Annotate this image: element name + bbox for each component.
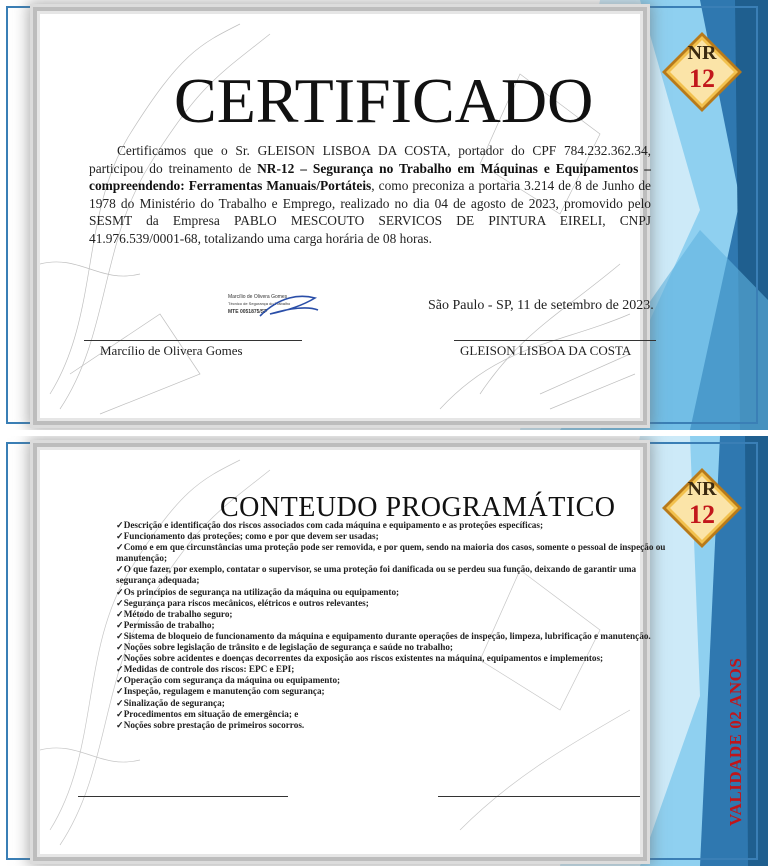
- validity-label: VALIDADE 02 ANOS: [726, 657, 745, 826]
- nr12-badge: [660, 466, 744, 550]
- signatory-right: GLEISON LISBOA DA COSTA: [460, 343, 632, 358]
- signature-line-left: [78, 796, 288, 797]
- signature-stamp: [220, 286, 320, 326]
- signature-line-right: [454, 340, 656, 341]
- program-list-item: ✓Noções sobre legislação de trânsito e de legislação de segurança e saúde no trabalho;: [116, 642, 453, 653]
- badge-nr: NR: [687, 478, 717, 500]
- certificate-text-intro: Certificamos que o Sr. GLEISON LISBOA DA COSTA, portador do CPF 784.232.362.34, participou do treinamento de: [89, 143, 651, 176]
- program-list-item: ✓Sinalização de segurança;: [116, 697, 225, 708]
- program-list-item: ✓Segurança para riscos mecânicos, elétricos e outros relevantes;: [116, 597, 369, 608]
- program-list-item: ✓Como e em que circunstâncias uma proteção pode ser removida, e por quem, sendo na maioria dos casos, somente o pessoal de inspeção ou manutenção;: [116, 542, 666, 564]
- program-list-item: ✓Sistema de bloqueio de funcionamento da máquina e equipamento durante operações de inspeção, limpeza, lubrificação e manutenção.: [116, 630, 651, 641]
- program-list-item: ✓Procedimentos em situação de emergência; e: [116, 708, 299, 719]
- signature-line-right: [438, 796, 640, 797]
- program-list-item: ✓Inspeção, regulagem e manutenção com segurança;: [116, 686, 325, 697]
- program-list-item: ✓Método de trabalho seguro;: [116, 608, 233, 619]
- program-list: [116, 520, 676, 731]
- badge-nr: NR: [687, 42, 717, 64]
- stamp-line-3: MTE 0051875/SP: [228, 309, 268, 315]
- certificate-body: [89, 142, 651, 248]
- program-page: [0, 436, 768, 866]
- certificate-course-name: NR-12 – Segurança no Trabalho em Máquinas e Equipamentos – compreendendo: Ferramentas Manuais/Portáteis: [89, 160, 651, 194]
- signatory-left: Marcílio de Olivera Gomes: [100, 343, 243, 358]
- program-list-item: ✓Operação com segurança da máquina ou equipamento;: [116, 675, 341, 686]
- program-list-item: ✓Os princípios de segurança na utilização da máquina ou equipamento;: [116, 586, 400, 597]
- nr12-badge: [660, 30, 744, 114]
- certificate-page: [0, 0, 768, 430]
- certificate-date: São Paulo - SP, 11 de setembro de 2023.: [428, 298, 654, 313]
- program-list-item: ✓Funcionamento das proteções; como e por que devem ser usadas;: [116, 531, 379, 542]
- program-list-item: ✓O que fazer, por exemplo, contatar o supervisor, se uma proteção foi danificada ou se perdeu sua função, deixando de garantir uma segurança adequada;: [116, 564, 637, 586]
- program-list-item: ✓Noções sobre prestação de primeiros socorros.: [116, 719, 305, 730]
- program-list-item: ✓Permissão de trabalho;: [116, 619, 215, 630]
- badge-number: 12: [689, 500, 715, 529]
- certificate-text-details: , como preconiza a portaria 3.214 de 8 de Junho de 1978 do Ministério do Trabalho e Emprego, realizado no dia 04 de agosto de 2023, promovido pelo SESMT da Empresa PABLO MESCOUTO SERVICOS DE PINTURA EIRELI, CNPJ 41.976.539/0001-68, totalizando uma carga horária de 08 horas.: [89, 178, 651, 246]
- program-list-item: ✓Medidas de controle dos riscos: EPC e EPI;: [116, 664, 295, 675]
- stamp-line-1: Marcílio de Olivera Gomes: [228, 294, 288, 300]
- certificate-title: CERTIFICADO: [174, 65, 594, 136]
- program-title: CONTEUDO PROGRAMÁTICO: [220, 492, 616, 523]
- signature-line-left: [84, 340, 302, 341]
- stamp-line-2: Técnico de Segurança do Trabalho: [228, 301, 291, 306]
- program-list-item: ✓Noções sobre acidentes e doenças decorrentes da exposição aos riscos existentes na máquina, equipamentos e implementos;: [116, 653, 604, 664]
- program-list-item: ✓Descrição e identificação dos riscos associados com cada máquina e equipamento e as proteções específicas;: [116, 520, 544, 530]
- badge-number: 12: [689, 64, 715, 93]
